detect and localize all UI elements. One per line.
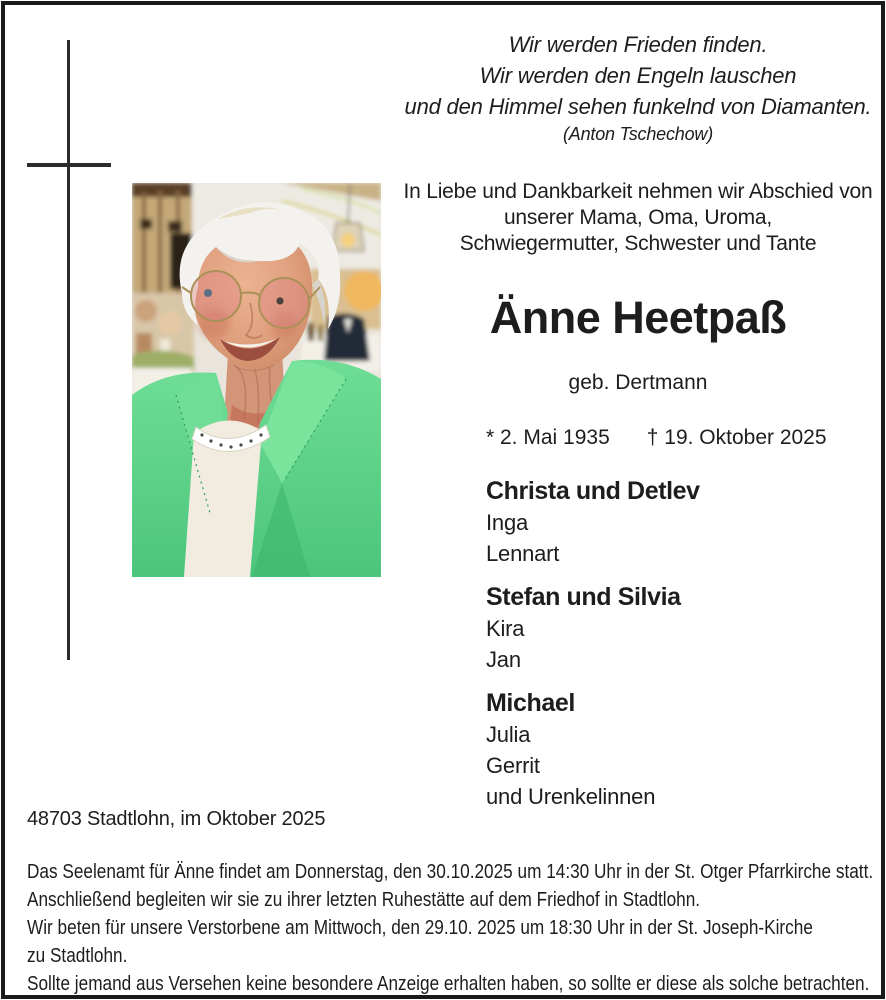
deceased-name: Änne Heetpaß bbox=[489, 292, 787, 343]
opening-quote bbox=[400, 29, 876, 147]
place-and-date: 48703 Stadtlohn, im Oktober 2025 bbox=[27, 808, 326, 830]
quote-line: und den Himmel sehen funkelnd von Diamanten. bbox=[404, 94, 872, 119]
portrait-photo-illustration bbox=[132, 183, 381, 577]
mourner-name: Gerrit bbox=[486, 753, 540, 778]
mourner-name: und Urenkelinnen bbox=[486, 784, 656, 809]
mourner-head: Michael bbox=[486, 689, 575, 717]
maiden-name: geb. Dertmann bbox=[568, 371, 708, 394]
mourners-list bbox=[486, 476, 700, 825]
mourner-name: Inga bbox=[486, 510, 529, 535]
intro-line: unserer Mama, Oma, Uroma, bbox=[503, 206, 773, 229]
mourner-name: Julia bbox=[486, 722, 531, 747]
mourner-group bbox=[486, 582, 700, 675]
service-line: zu Stadtlohn. bbox=[27, 945, 128, 967]
mourner-name: Jan bbox=[486, 647, 521, 672]
quote-line: Wir werden Frieden finden. bbox=[508, 32, 768, 57]
mourner-name: Kira bbox=[486, 616, 525, 641]
death-date: † 19. Oktober 2025 bbox=[646, 426, 827, 449]
life-dates bbox=[486, 426, 827, 450]
service-line: Wir beten für unsere Verstorbene am Mittwoch, den 29.10. 2025 um 18:30 Uhr in der St. Joseph-Kirche bbox=[27, 917, 813, 939]
mourner-head: Christa und Detlev bbox=[486, 477, 700, 505]
birth-date: * 2. Mai 1935 bbox=[486, 426, 610, 449]
service-information bbox=[27, 858, 877, 998]
service-line: Sollte jemand aus Versehen keine besondere Anzeige erhalten haben, so sollte er diese als solche betrachten. bbox=[27, 973, 870, 995]
intro-line: Schwiegermutter, Schwester und Tante bbox=[459, 232, 817, 255]
mourner-head: Stefan und Silvia bbox=[486, 583, 681, 611]
farewell-intro bbox=[400, 179, 876, 257]
quote-attribution: (Anton Tschechow) bbox=[562, 124, 713, 144]
intro-line: In Liebe und Dankbarkeit nehmen wir Abschied von bbox=[403, 180, 873, 203]
cross-icon-bar bbox=[27, 163, 111, 167]
service-line: Das Seelenamt für Änne findet am Donnerstag, den 30.10.2025 um 14:30 Uhr in der St. Otger Pfarrkirche statt. bbox=[27, 861, 874, 883]
service-line: Anschließend begleiten wir sie zu ihrer letzten Ruhestätte auf dem Friedhof in Stadtlohn. bbox=[27, 889, 701, 911]
mourner-group bbox=[486, 476, 700, 569]
cross-icon bbox=[67, 40, 70, 660]
portrait-photo bbox=[132, 183, 381, 577]
quote-line: Wir werden den Engeln lauschen bbox=[479, 63, 797, 88]
mourner-group bbox=[486, 688, 700, 812]
mourner-name: Lennart bbox=[486, 541, 560, 566]
